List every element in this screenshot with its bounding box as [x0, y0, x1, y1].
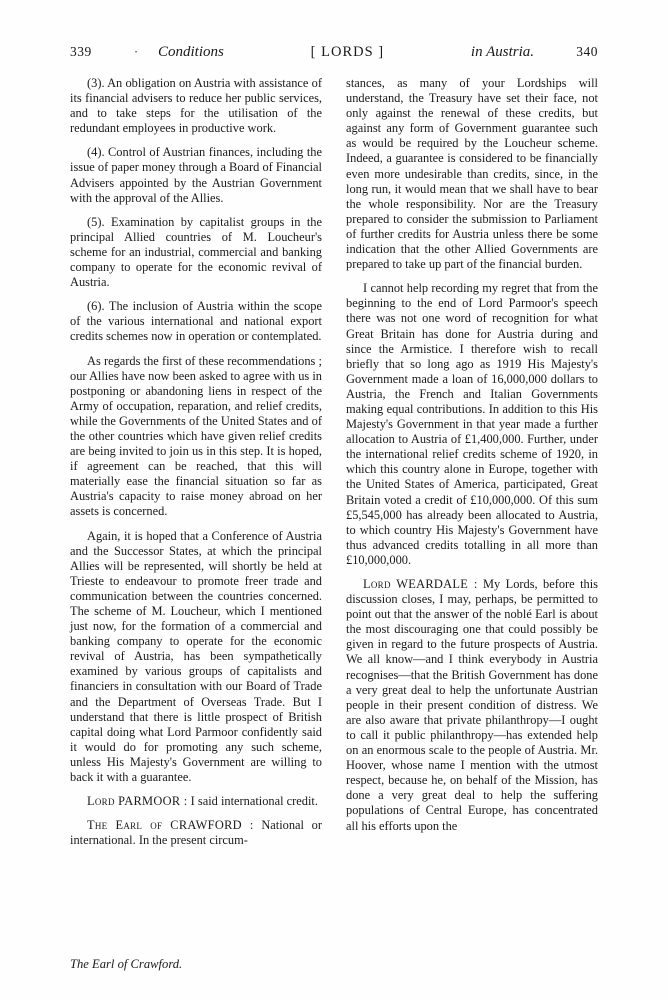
right-column: [346, 76, 598, 956]
paragraph: As regards the first of these recommendations ; our Allies have now been asked to agree with us in postponing or abandoning liens in respect of the Army of occupation, reparation, and relief credits, while the Governments of the United States and of the other countries which have given relief credits are being invited to join us in this step. It is hoped, if agreement can be reached, that this will materially ease the financial situation so far as Austria's capacity to raise money abroad on her assets is concerned.: [70, 353, 322, 519]
header-dot: ·: [133, 44, 139, 59]
paragraph: (6). The inclusion of Austria within the scope of the various international and national export credits schemes now in operation or contemplated.: [70, 299, 322, 344]
paragraph: (4). Control of Austrian finances, including the issue of paper money through a Board of Financial Advisers appointed by the Austrian Government with the approval of the Allies.: [70, 145, 322, 205]
speech-text: National or international. In the present circum-: [70, 818, 322, 848]
folio-left: 339: [70, 44, 92, 59]
running-head-left: Conditions: [158, 44, 224, 60]
paragraph: Again, it is hoped that a Conference of Austria and the Successor States, at which the principal Allies will be represented, will shortly be held at Trieste to endeavour to promote freer trade and communication between the countries concerned. The scheme of M. Loucheur, which I mentioned just now, for the formation of a commercial and banking company to operate for the economic revival of Austria, has been sympathetically examined by various groups of capitalists and financiers in consultation with our Board of Trade and the Department of Overseas Trade. But I understand that there is little prospect of British capital doing what Lord Parmoor confidently said it would do for promoting any such scheme, unless His Majesty's Government are willing to back it with a guarantee.: [70, 528, 322, 785]
speech-crawford: [70, 818, 322, 848]
folio-right: 340: [576, 44, 598, 59]
chamber-label: [ LORDS ]: [310, 44, 385, 60]
speaker-name: Lord WEARDALE :: [363, 577, 478, 591]
paragraph: stances, as many of your Lordships will understand, the Treasury have set their face, not only against the renewal of these credits, but against any form of Government guarantee such as would be required by the Loucheur scheme. Indeed, a guarantee is considered to be financially even more undesirable than credits, since, in the long run, it would mean that we shall have to bear the whole responsibility. Nor are the Treasury prepared to consider the submission to Parliament of further credits for Austria unless there be some indication that the other Allied Governments are prepared to take up part of the financial burden.: [346, 76, 598, 272]
paragraph: (3). An obligation on Austria with assistance of its financial advisers to reduce her public services, and to take steps for the utilisation of the redundant employees in productive work.: [70, 76, 322, 136]
speech-text: My Lords, before this discussion closes, I may, perhaps, be permitted to point out that the answer of the noblé Earl is about the most discouraging one that could possibly be given in regard to the future prospects of Austria. We all know—and I think everybody in Austria recognises—that the British Government has done a very great deal to help the unfortunate Austrian people in their present condition of distress. We are also aware that private philanthropy—I ought to call it public philanthropy—has extended help on an enormous scale to the people of Austria. Mr. Hoover, whose name I mention with the utmost respect, because he, on behalf of the Mission, has done a very great deal to help the suffering populations of Central Europe, has concentrated all his efforts upon the: [346, 577, 598, 833]
speech-text: I said international credit.: [187, 794, 318, 809]
paragraph: I cannot help recording my regret that from the beginning to the end of Lord Parmoor's speech there was not one word of recognition for what Great Britain has done for Austria during and since the Armistice. I therefore wish to recall briefly that so long ago as 1919 His Majesty's Government made a loan of 16,000,000 dollars to Austria, the French and Italian Governments making equal contributions. In addition to this His Majesty's Government in that year made a further allocation to Austria of £1,400,000. Further, under the international relief credits scheme of 1920, in which this country alone in Europe, together with the United States of America, participated, Great Britain voted a credit of £10,000,000. Of this sum £5,545,000 has already been allocated to Austria, to which country His Majesty's Government have thus advanced credits totalling in all more than £10,000,000.: [346, 281, 598, 567]
paragraph: (5). Examination by capitalist groups in the principal Allied countries of M. Loucheur's scheme for an industrial, commercial and banking company to operate for the economic revival of Austria.: [70, 214, 322, 290]
two-column-body: [70, 76, 598, 956]
catch-line: The Earl of Crawford.: [70, 957, 183, 971]
left-column: [70, 76, 322, 956]
speech-weardale: [346, 577, 598, 834]
speaker-name: The Earl of CRAWFORD :: [87, 818, 254, 833]
speech-parmoor: [70, 794, 322, 809]
running-head-right: in Austria.: [470, 44, 534, 60]
speaker-name: Lord PARMOOR :: [87, 794, 188, 809]
page-header: [70, 44, 598, 66]
